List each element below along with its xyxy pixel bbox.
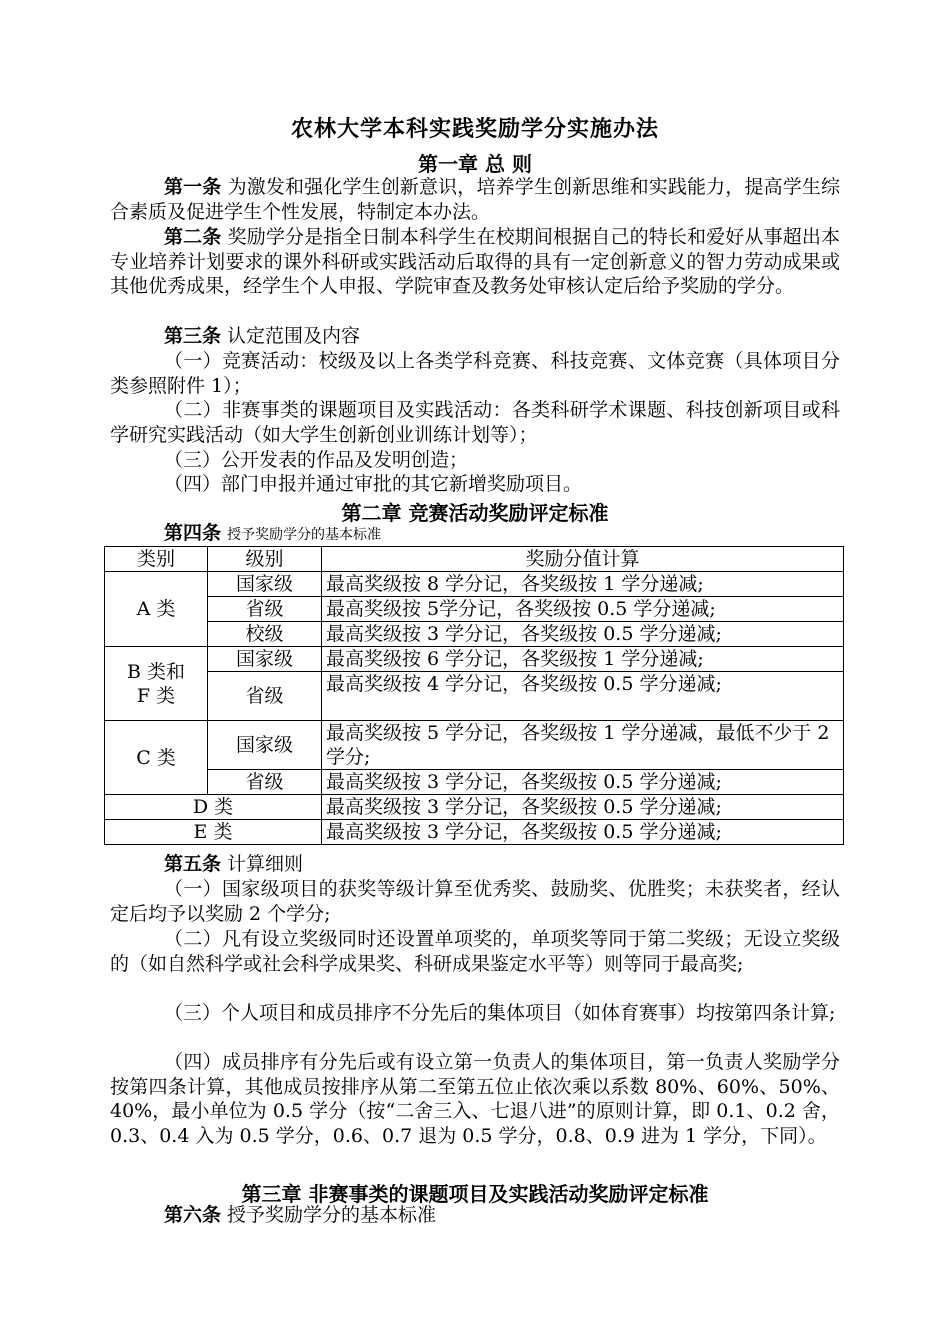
table-row [105, 572, 844, 597]
table-row [105, 770, 844, 795]
level-cell: 国家级 [208, 721, 322, 770]
level-cell: 校级 [208, 622, 322, 647]
article-1-head: 第一条 [164, 176, 222, 198]
rule-cell: 最高奖级按 5学分记，各奖级按 0.5 学分递减; [322, 597, 844, 622]
chapter-1-heading: 第一章 总 则 [418, 152, 532, 176]
article-1-text: 为激发和强化学生创新意识，培养学生创新思维和实践能力，提高学生综合素质及促进学生个性发展，特制定本办法。 [110, 176, 840, 223]
article-2 [110, 225, 840, 299]
rule-cell: 最高奖级按 6 学分记，各奖级按 1 学分递减; [322, 647, 844, 672]
article-2-text: 奖励学分是指全日制本科学生在校期间根据自己的特长和爱好从事超出本专业培养计划要求的课外科研或实践活动后取得的具有一定创新意义的智力劳动成果或其他优秀成果，经学生个人申报、学院审查及教务处审核认定后给予奖励的学分。 [110, 226, 840, 298]
table-row [105, 795, 844, 820]
article-5-item-4: （四）成员排序有分先后或有设立第一负责人的集体项目，第一负责人奖励学分按第四条计算，其他成员按排序从第二至第五位止依次乘以系数 80%、60%、50%、40%，最小单位为 0.5 学分（按“二舍三入、七退八进”的原则计算，即 0.1、0.2 舍，0.3、0.4 入为 0.5 学分，0.6、0.7 退为 0.5 学分，0.8、0.9 进为 1 学分，下同）。 [110, 1051, 840, 1147]
table-header-level: 级别 [208, 547, 322, 572]
chapter-2-heading: 第二章 竞赛活动奖励评定标准 [341, 501, 609, 525]
article-4 [110, 521, 840, 548]
category-e-cell: E 类 [105, 820, 322, 845]
level-cell: 省级 [208, 597, 322, 622]
rule-cell: 最高奖级按 4 学分记，各奖级按 0.5 学分递减; [322, 672, 844, 721]
table-row [105, 672, 844, 721]
category-a-cell: A 类 [105, 572, 208, 647]
level-cell: 国家级 [208, 647, 322, 672]
rule-cell: 最高奖级按 5 学分记，各奖级按 1 学分递减，最低不少于 2 学分; [322, 721, 844, 770]
table-row [105, 647, 844, 672]
article-3 [110, 324, 840, 349]
article-3-item-1: （一）竞赛活动：校级及以上各类学科竞赛、科技竞赛、文体竞赛（具体项目分类参照附件 1）； [110, 350, 840, 397]
award-credit-table [104, 546, 844, 845]
article-3-item-2: （二）非赛事类的课题项目及实践活动：各类科研学术课题、科技创新项目或科学研究实践活动（如大学生创新创业训练计划等）； [110, 399, 840, 446]
category-d-cell: D 类 [105, 795, 322, 820]
table-row [105, 622, 844, 647]
rule-cell: 最高奖级按 8 学分记，各奖级按 1 学分递减; [322, 572, 844, 597]
document-title: 农林大学本科实践奖励学分实施办法 [290, 116, 659, 142]
table-header-calculation: 奖励分值计算 [322, 547, 844, 572]
article-4-text: 授予奖励学分的基本标准 [227, 527, 382, 543]
level-cell: 省级 [208, 672, 322, 721]
level-cell: 省级 [208, 770, 322, 795]
level-cell: 国家级 [208, 572, 322, 597]
chapter-3-heading: 第三章 非赛事类的课题项目及实践活动奖励评定标准 [241, 1182, 709, 1206]
category-c-cell: C 类 [105, 721, 208, 795]
article-3-item-4: （四）部门申报并通过审批的其它新增奖励项目。 [164, 473, 583, 495]
rule-cell: 最高奖级按 3 学分记，各奖级按 0.5 学分递减; [322, 795, 844, 820]
rule-cell: 最高奖级按 3 学分记，各奖级按 0.5 学分递减; [322, 820, 844, 845]
table-header-category: 类别 [105, 547, 208, 572]
article-6 [110, 1203, 840, 1228]
article-5-item-3: （三）个人项目和成员排序不分先后的集体项目（如体育赛事）均按第四条计算; [164, 1002, 836, 1024]
table-header-row [105, 547, 844, 572]
article-3-item-3: （三）公开发表的作品及发明创造； [164, 449, 469, 471]
rule-cell: 最高奖级按 3 学分记，各奖级按 0.5 学分递减; [322, 770, 844, 795]
article-1 [110, 175, 840, 224]
article-2-head: 第二条 [164, 226, 222, 248]
article-5 [110, 852, 840, 877]
article-3-text: 认定范围及内容 [221, 325, 361, 347]
article-3-head: 第三条 [164, 325, 222, 347]
article-6-head: 第六条 [164, 1204, 222, 1226]
table-row [105, 820, 844, 845]
table-row [105, 721, 844, 770]
rule-cell: 最高奖级按 3 学分记，各奖级按 0.5 学分递减; [322, 622, 844, 647]
article-4-head: 第四条 [164, 522, 222, 544]
article-5-text: 计算细则 [221, 853, 304, 875]
article-5-head: 第五条 [164, 853, 222, 875]
article-6-text: 授予奖励学分的基本标准 [221, 1204, 437, 1226]
article-5-item-1: （一）国家级项目的获奖等级计算至优秀奖、鼓励奖、优胜奖；未获奖者，经认定后均予以奖励 2 个学分; [110, 878, 840, 925]
category-bf-cell: B 类和 F 类 [105, 647, 208, 721]
article-5-item-2: （二）凡有设立奖级同时还设置单项奖的，单项奖等同于第二奖级；无设立奖级的（如自然科学或社会科学成果奖、科研成果鉴定水平等）则等同于最高奖; [110, 928, 840, 975]
table-row [105, 597, 844, 622]
